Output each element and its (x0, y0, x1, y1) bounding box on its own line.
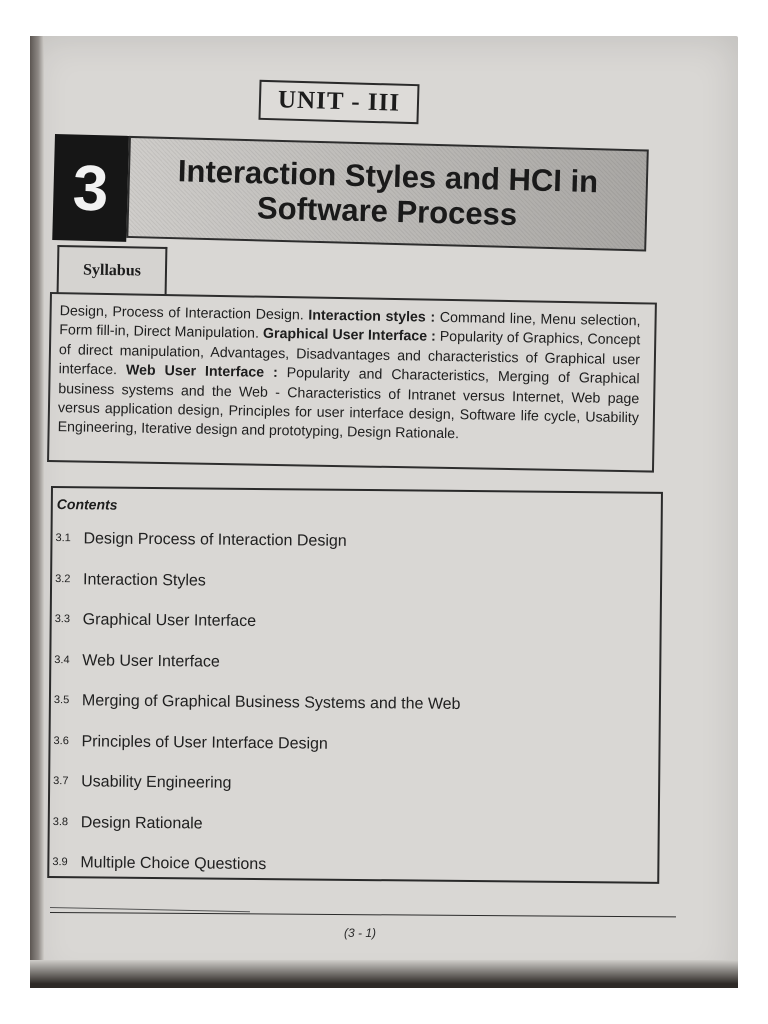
unit-label: UNIT - III (277, 86, 401, 117)
syllabus-topic-heading: Graphical User Interface : (262, 326, 436, 346)
contents-item-number: 3.6 (53, 734, 69, 747)
syllabus-box (47, 292, 657, 473)
contents-box (47, 486, 663, 884)
contents-item-label: Multiple Choice Questions (80, 854, 267, 874)
page-number: (3 - 1) (343, 926, 376, 940)
contents-item-number: 3.3 (54, 613, 71, 626)
contents-item (54, 652, 461, 696)
contents-item (53, 733, 460, 777)
contents-item (52, 814, 459, 858)
contents-item-number: 3.1 (55, 532, 71, 545)
syllabus-heading: Syllabus (82, 261, 142, 280)
contents-item-label: Merging of Graphical Business Systems and the Web (81, 692, 461, 713)
syllabus-text (57, 302, 640, 448)
page-binding-edge (30, 36, 44, 988)
contents-item (53, 773, 460, 817)
syllabus-run: Command line, Menu selection, Form fill-in, Direct Manipulation. (59, 309, 641, 343)
chapter-number: 3 (52, 134, 129, 242)
contents-item (52, 854, 459, 898)
contents-item-number: 3.5 (53, 694, 70, 707)
chapter-title-line-1: Interaction Styles and HCI in (177, 153, 599, 200)
contents-item (54, 611, 461, 655)
contents-item-label: Principles of User Interface Design (81, 732, 328, 753)
contents-item-label: Usability Engineering (81, 773, 232, 792)
contents-item-label: Design Rationale (80, 813, 203, 832)
contents-item-number: 3.9 (52, 856, 68, 869)
contents-item-label: Design Process of Interaction Design (83, 530, 347, 550)
contents-item (55, 530, 462, 574)
contents-item (54, 692, 461, 736)
contents-item-number: 3.7 (53, 775, 69, 788)
chapter-title-line-2: Software Process (256, 190, 518, 233)
chapter-banner (52, 134, 655, 256)
contents-item-number: 3.4 (54, 653, 70, 666)
contents-item-label: Interaction Styles (83, 570, 206, 589)
contents-item-number: 3.2 (55, 572, 71, 585)
syllabus-topic-heading: Web User Interface : (125, 362, 278, 382)
page-bottom-shadow (30, 960, 738, 988)
syllabus-run: Design, Process of Interaction Design. (59, 303, 309, 324)
contents-heading: Contents (56, 496, 118, 513)
unit-label-box (258, 80, 419, 124)
syllabus-run: Popularity of Graphics, Concept of direct manipulation, Advantages, Disadvantages and characteristics of Graphical user interface. (58, 329, 641, 379)
chapter-title (126, 136, 648, 252)
contents-item-label: Graphical User Interface (82, 611, 257, 630)
syllabus-topic-heading: Interaction styles : (308, 307, 436, 326)
contents-list (52, 530, 462, 898)
syllabus-tab (57, 245, 168, 295)
contents-item-number: 3.8 (52, 815, 69, 828)
contents-item-label: Web User Interface (82, 651, 220, 671)
syllabus-run: Popularity and Characteristics, Merging of Graphical business systems and the Web - Characteristics of Intranet versus Internet, Web page versus application design, Principles for user interface design, Software life cycle, Usability Engineering, Iterative design and prototyping, Design Rationale. (57, 365, 640, 443)
contents-item (55, 571, 462, 615)
